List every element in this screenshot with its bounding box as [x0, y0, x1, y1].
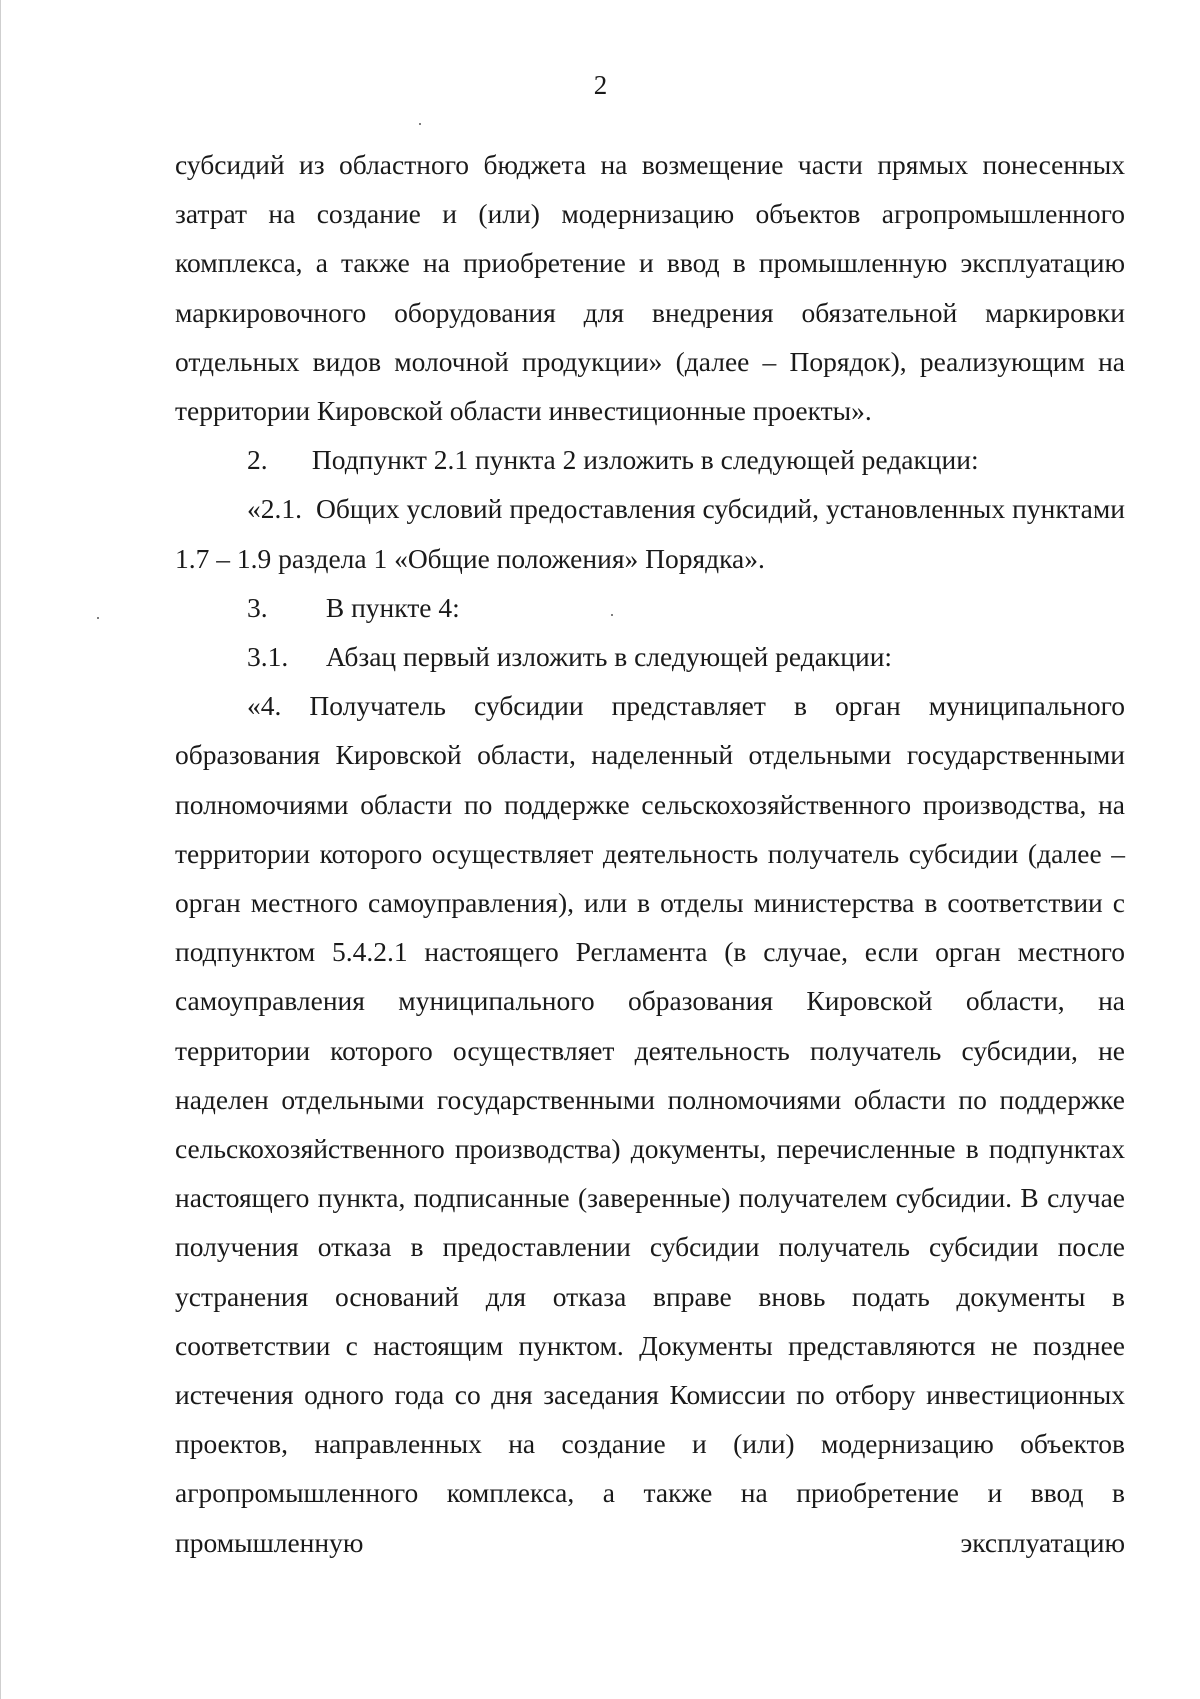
- paragraph-2-1: [175, 484, 1125, 582]
- list-item-3-text: В пункте 4:: [325, 591, 460, 623]
- paragraph-item-4: «4. Получатель субсидии представляет в орган муниципального образования Кировской области, наделенный отдельными государственными полномочиями области по поддержке сельскохозяйственного производства, на территории которого осуществляет деятельность получатель субсидии (далее – орган местного самоуправления), или в отделы министерства в соответствии с подпунктом 5.4.2.1 настоящего Регламента (в случае, если орган местного самоуправления муниципального образования Кировской области, на территории которого осуществляет деятельность получатель субсидии, не наделен отдельными государственными полномочиями области по поддержке сельскохозяйственного производства) документы, перечисленные в подпунктах настоящего пункта, подписанные (заверенные) получателем субсидии. В случае получения отказа в предоставлении субсидии получатель субсидии после устранения оснований для отказа вправе вновь подать документы в соответствии с настоящим пунктом. Документы представляются не позднее истечения одного года со дня заседания Комиссии по отбору инвестиционных проектов, направленных на создание и (или) модернизацию объектов агропромышленного комплекса, а также на приобретение и ввод в промышленную эксплуатацию: [175, 690, 1125, 1558]
- list-item-3-1-number: 3.1.: [247, 641, 289, 673]
- paragraph-2-1-text: Общих условий предоставления субсидий, установленных пунктами 1.7 – 1.9 раздела 1 «Общие положения» Порядка».: [175, 493, 1126, 574]
- scan-speck: [97, 617, 99, 619]
- list-item-3-number: 3.: [247, 591, 268, 623]
- list-item-3-1: [175, 632, 1125, 681]
- scan-speck: [419, 123, 421, 125]
- list-item-2: [175, 435, 1125, 484]
- page-number: 2: [593, 70, 608, 100]
- scan-speck: [611, 614, 613, 616]
- list-item-3-1-text: Абзац первый изложить в следующей редакции:: [325, 641, 893, 673]
- list-item-2-text: Подпункт 2.1 пункта 2 изложить в следующей редакции:: [311, 444, 979, 476]
- document-body: [175, 140, 1125, 1567]
- paragraph-2-1-number: «2.1.: [247, 493, 302, 525]
- paragraph-continuation: субсидий из областного бюджета на возмещение части прямых понесенных затрат на создание и (или) модернизацию объектов агропромышленного комплекса, а также на приобретение и ввод в промышленную эксплуатацию маркировочного оборудования для внедрения обязательной маркировки отдельных видов молочной продукции» (далее – Порядок), реализующим на территории Кировской области инвестиционные проекты».: [175, 149, 1125, 427]
- list-item-3: [175, 583, 1125, 632]
- list-item-2-number: 2.: [247, 444, 268, 476]
